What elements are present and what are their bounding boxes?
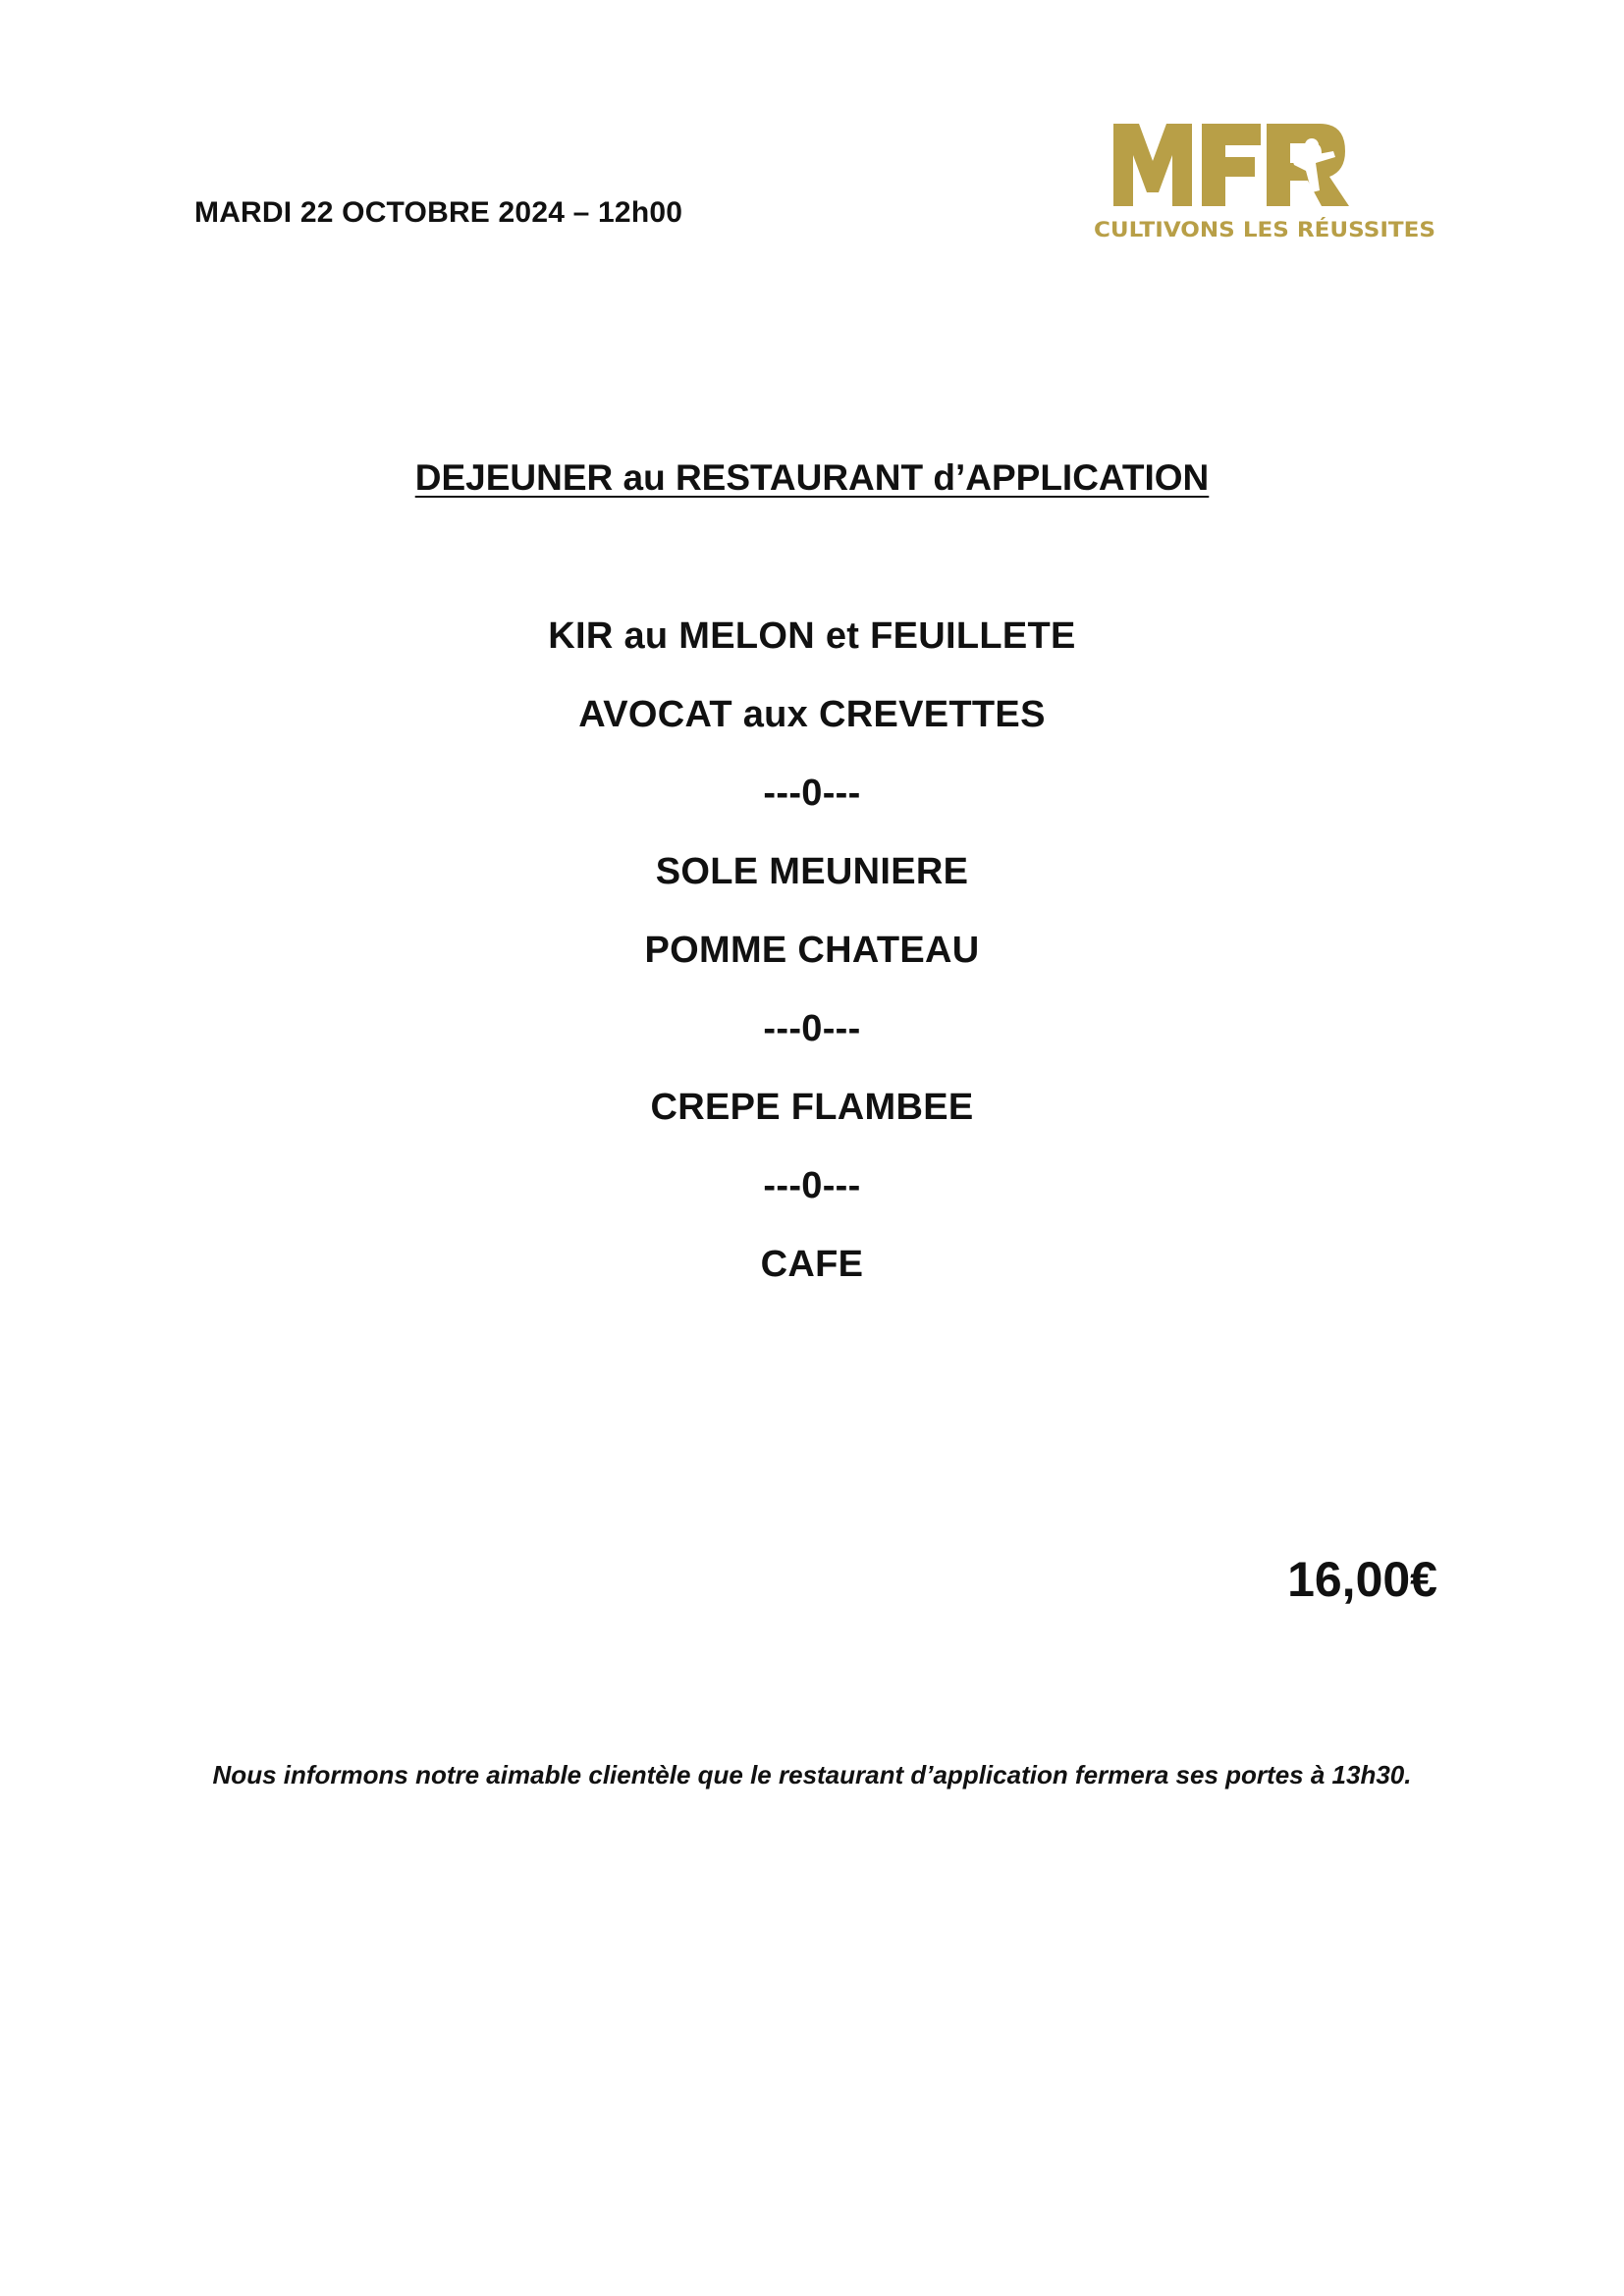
page-title-text: DEJEUNER au RESTAURANT d’APPLICATION [414,457,1210,498]
menu-item: CREPE FLAMBEE [650,1087,974,1128]
menu-item: KIR au MELON et FEUILLETE [548,615,1076,657]
menu-list [0,614,1624,1321]
menu-price: 16,00€ [1287,1552,1437,1607]
mfr-logo-graphic [1088,116,1441,243]
page-title [0,457,1624,499]
menu-separator: ---0--- [763,773,861,814]
closing-notice: Nous informons notre aimable clientèle que le restaurant d’application fermera ses portes à 13h30. [212,1760,1412,1789]
date-time-header: MARDI 22 OCTOBRE 2024 – 12h00 [194,196,683,229]
menu-separator: ---0--- [763,1008,861,1049]
menu-item: AVOCAT aux CREVETTES [578,694,1046,735]
menu-item: SOLE MEUNIERE [655,851,969,892]
menu-item: POMME CHATEAU [644,930,980,971]
logo-slogan: CULTIVONS LES RÉUSSITES [1094,218,1405,241]
mfr-logo [1088,116,1441,243]
menu-separator: ---0--- [763,1165,861,1206]
menu-item: CAFE [760,1244,864,1285]
